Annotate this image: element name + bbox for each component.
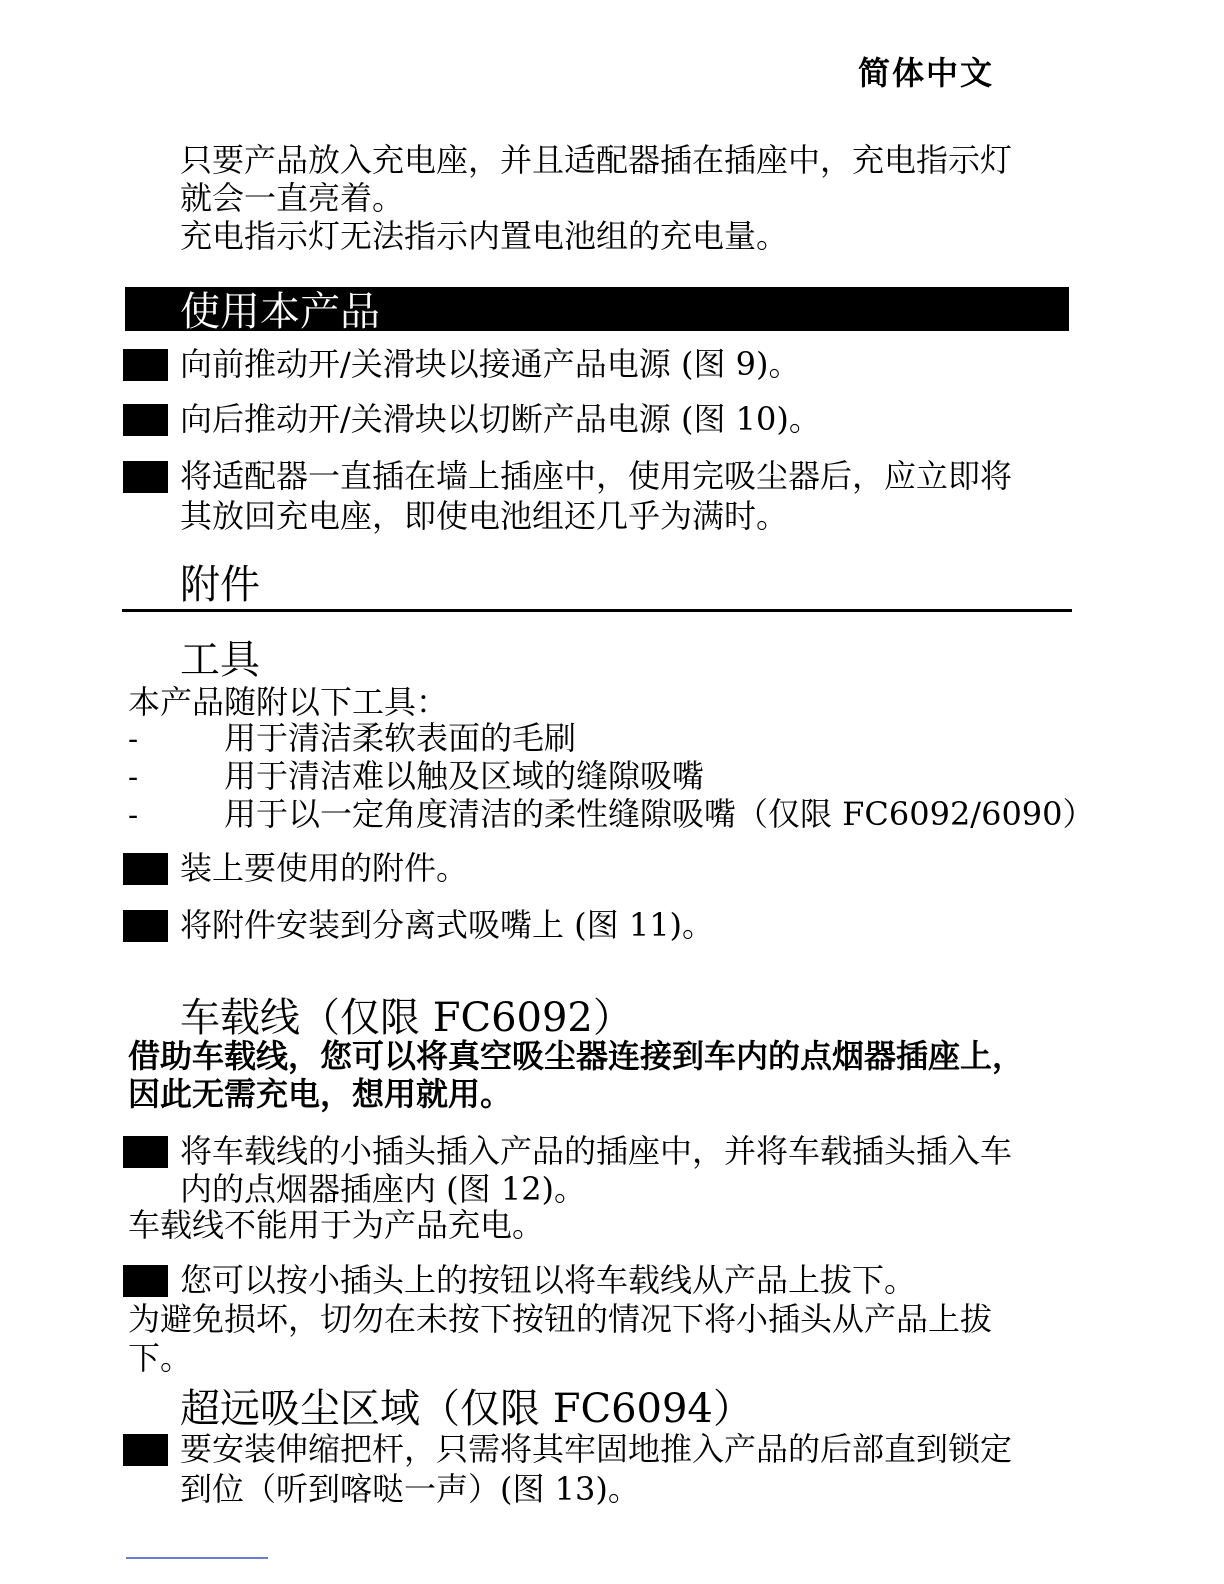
- step-text-power-on: 向前推动开/关滑块以接通产品电源 (图 9)。: [180, 345, 801, 383]
- unplug-warning-line-1: 为避免损坏，切勿在未按下按钮的情况下将小插头从产品上拔: [128, 1300, 993, 1338]
- step-text-install-accessory: 将附件安装到分离式吸嘴上 (图 11)。: [180, 906, 715, 944]
- unplug-warning-line-2: 下。: [128, 1339, 193, 1377]
- step-text-adapter-line-1: 将适配器一直插在墙上插座中，使用完吸尘器后，应立即将: [180, 457, 1013, 495]
- step-text-car-cord-line-2: 内的点烟器插座内 (图 12)。: [180, 1170, 587, 1208]
- list-bullet: -: [128, 798, 139, 833]
- car-cord-intro-line-2: 因此无需充电，想用就用。: [128, 1075, 513, 1113]
- list-item-flexible-nozzle: 用于以一定角度清洁的柔性缝隙吸嘴（仅限 FC6092/6090）: [224, 795, 1095, 833]
- intro-line-3: 充电指示灯无法指示内置电池组的充电量。: [180, 217, 789, 255]
- intro-line-1: 只要产品放入充电座，并且适配器插在插座中，充电指示灯: [180, 141, 1013, 179]
- footer-divider: [126, 1557, 268, 1559]
- step-marker: [123, 1136, 168, 1168]
- car-cord-note: 车载线不能用于为产品充电。: [128, 1206, 545, 1244]
- tools-intro: 本产品随附以下工具：: [128, 683, 449, 721]
- section-title-use: 使用本产品: [180, 289, 380, 335]
- language-label: 简体中文: [858, 54, 995, 92]
- subsection-title-car-cord: 车载线（仅限 FC6092）: [180, 995, 633, 1041]
- step-text-unplug: 您可以按小插头上的按钮以将车载线从产品上拔下。: [180, 1261, 917, 1299]
- step-marker: [123, 1434, 168, 1466]
- car-cord-intro-line-1: 借助车载线，您可以将真空吸尘器连接到车内的点烟器插座上，: [128, 1037, 1025, 1075]
- step-text-extension-line-1: 要安装伸缩把杆，只需将其牢固地推入产品的后部直到锁定: [180, 1430, 1013, 1468]
- step-marker: [123, 404, 168, 436]
- section-title-accessories: 附件: [180, 562, 260, 608]
- section-divider: [122, 609, 1072, 612]
- subsection-title-extra-reach: 超远吸尘区域（仅限 FC6094）: [180, 1386, 753, 1432]
- list-item-crevice-nozzle: 用于清洁难以触及区域的缝隙吸嘴: [224, 757, 705, 795]
- intro-line-2: 就会一直亮着。: [180, 179, 405, 217]
- step-marker: [123, 1265, 168, 1297]
- list-bullet: -: [128, 722, 139, 757]
- step-marker: [123, 461, 168, 493]
- step-text-power-off: 向后推动开/关滑块以切断产品电源 (图 10)。: [180, 400, 821, 438]
- step-marker: [123, 910, 168, 942]
- step-marker: [123, 349, 168, 381]
- step-text-extension-line-2: 到位（听到喀哒一声）(图 13)。: [180, 1470, 640, 1508]
- step-text-attach-accessory: 装上要使用的附件。: [180, 849, 469, 887]
- step-text-adapter-line-2: 其放回充电座，即使电池组还几乎为满时。: [180, 497, 789, 535]
- list-item-brush: 用于清洁柔软表面的毛刷: [224, 719, 577, 757]
- step-text-car-cord-line-1: 将车载线的小插头插入产品的插座中，并将车载插头插入车: [180, 1132, 1013, 1170]
- step-marker: [123, 853, 168, 885]
- subsection-title-tools: 工具: [180, 637, 260, 683]
- list-bullet: -: [128, 760, 139, 795]
